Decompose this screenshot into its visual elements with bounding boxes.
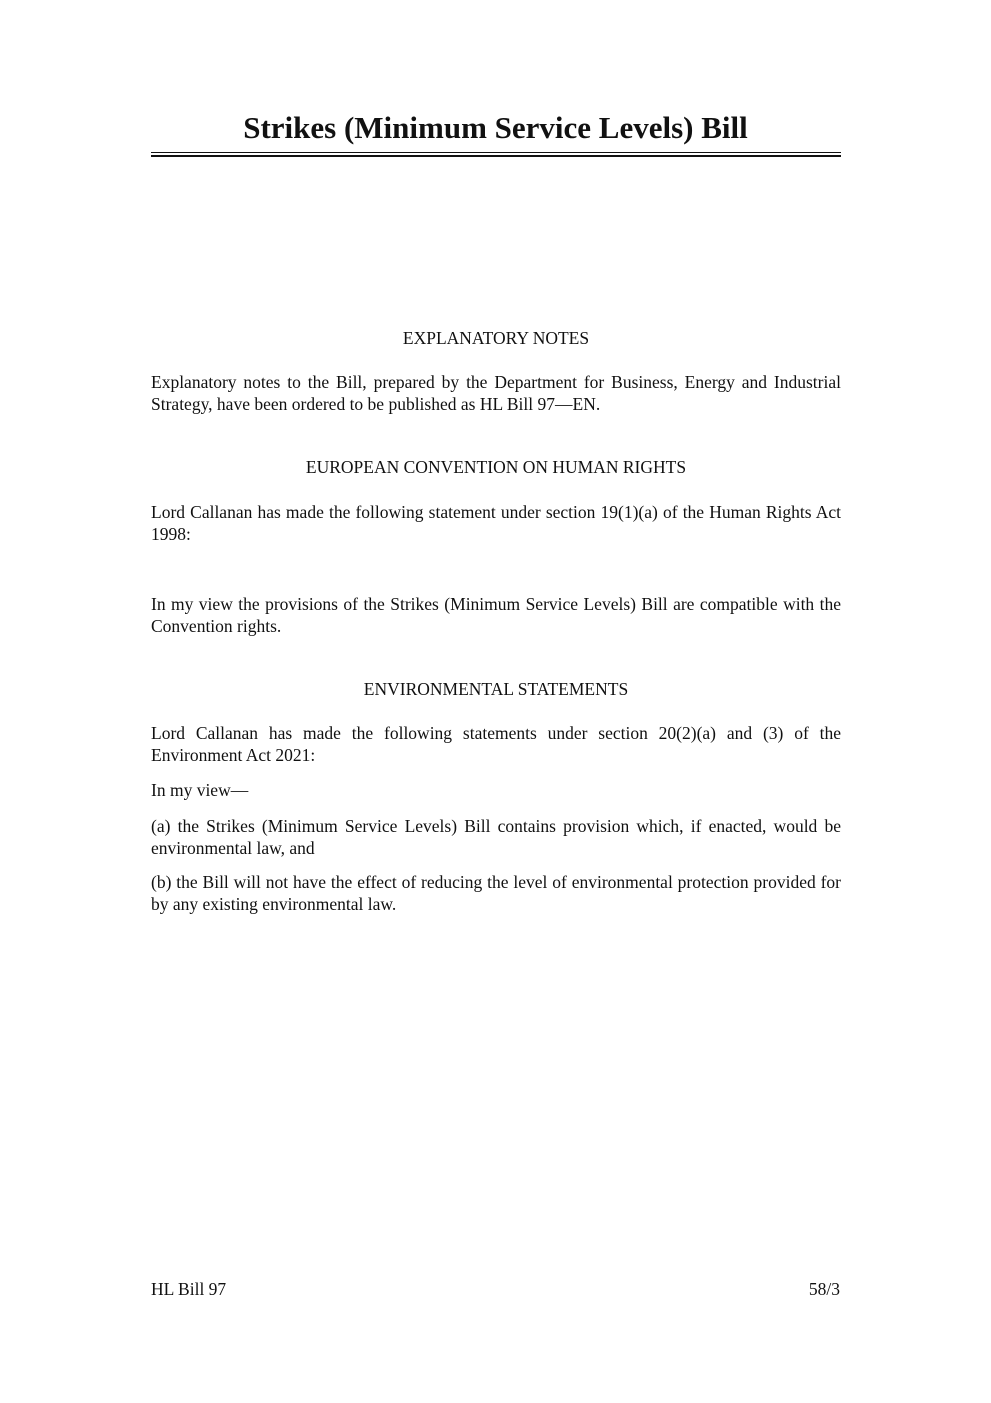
environmental-statement-intro: Lord Callanan has made the following statements under section 20(2)(a) and (3) of the Environment Act 2021:: [151, 723, 841, 765]
environmental-view-lead: In my view—: [151, 780, 249, 800]
footer-print-reference: 58/3: [808, 1279, 840, 1299]
footer-bill-number: HL Bill 97: [151, 1279, 227, 1299]
environmental-statement-a: (a) the Strikes (Minimum Service Levels) Bill contains provision which, if enacted, would be environmental law, and: [151, 816, 841, 858]
title-rule-thick: [151, 155, 841, 157]
section-heading-explanatory-notes: EXPLANATORY NOTES: [402, 328, 590, 348]
explanatory-notes-paragraph: Explanatory notes to the Bill, prepared by the Department for Business, Energy and Industrial Strategy, have been ordered to be published as HL Bill 97—EN.: [151, 372, 841, 414]
echr-statement-intro: Lord Callanan has made the following statement under section 19(1)(a) of the Human Rights Act 1998:: [151, 502, 841, 544]
echr-statement: In my view the provisions of the Strikes (Minimum Service Levels) Bill are compatible with the Convention rights.: [151, 594, 841, 636]
section-heading-environmental: ENVIRONMENTAL STATEMENTS: [363, 679, 629, 699]
title-rule-thin: [151, 152, 841, 153]
environmental-statement-b: (b) the Bill will not have the effect of reducing the level of environmental protection provided for by any existing environmental law.: [151, 872, 841, 914]
section-heading-echr: EUROPEAN CONVENTION ON HUMAN RIGHTS: [305, 457, 687, 477]
bill-title: Strikes (Minimum Service Levels) Bill: [243, 110, 748, 145]
